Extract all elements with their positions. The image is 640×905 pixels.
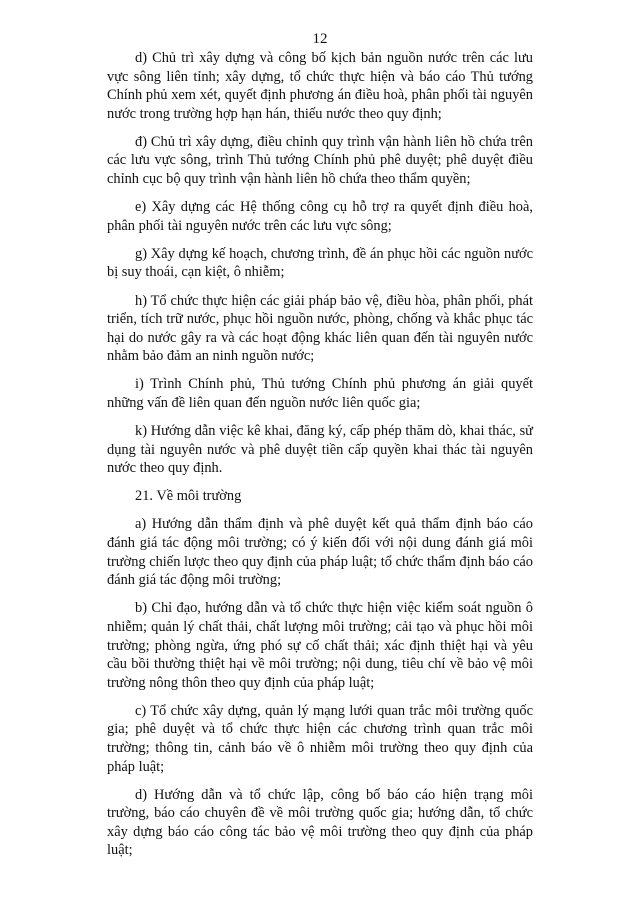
document-body: [107, 49, 533, 870]
paragraph-item-i-transboundary: i) Trình Chính phủ, Thủ tướng Chính phủ phương án giải quyết những vấn đề liên quan đến nguồn nước liên quốc gia;: [107, 376, 533, 411]
paragraph-item-g-restoration-plans: g) Xây dựng kế hoạch, chương trình, đề án phục hồi các nguồn nước bị suy thoái, cạn kiệt, ô nhiễm;: [107, 245, 533, 281]
page-number: 12: [312, 31, 328, 47]
section-heading-21-environment: 21. Về môi trường: [135, 488, 242, 505]
paragraph-item-e-decision-support: e) Xây dựng các Hệ thống công cụ hỗ trợ ra quyết định điều hoà, phân phối tài nguyên nước trên các lưu vực sông;: [107, 199, 533, 234]
paragraph-item-a-eia: a) Hướng dẫn thẩm định và phê duyệt kết quả thẩm định báo cáo đánh giá tác động môi trường; có ý kiến đối với nội dung đánh giá môi trường chiến lược theo quy định của pháp luật; tổ chức thẩm định báo cáo đánh giá tác động môi trường;: [107, 516, 533, 589]
paragraph-item-d-state-reports: d) Hướng dẫn và tổ chức lập, công bố báo cáo hiện trạng môi trường, báo cáo chuyên đề về môi trường quốc gia; hướng dẫn, tổ chức xây dựng báo cáo công tác bảo vệ môi trường theo quy định của pháp luật;: [107, 786, 533, 859]
paragraph-item-b-pollution-control: b) Chỉ đạo, hướng dẫn và tổ chức thực hiện việc kiểm soát nguồn ô nhiễm; quản lý chất thải, chất lượng môi trường; cải tạo và phục hồi môi trường; phòng ngừa, ứng phó sự cố chất thải; xác định thiệt hại và yêu cầu bồi thường thiệt hại về môi trường; nội dung, tiêu chí về bảo vệ môi trường nông thôn theo quy định của pháp luật;: [107, 600, 533, 691]
paragraph-item-d-water-scenario: d) Chủ trì xây dựng và công bố kịch bản nguồn nước trên các lưu vực sông liên tỉnh; xây dựng, tổ chức thực hiện và báo cáo Thủ tướng Chính phủ xem xét, quyết định phương án điều hoà, phân phối tài nguyên nước trong trường hợp hạn hán, thiếu nước theo quy định;: [107, 50, 533, 122]
paragraph-item-dd-reservoir-operation: đ) Chủ trì xây dựng, điều chỉnh quy trình vận hành liên hồ chứa trên các lưu vực sông, trình Thủ tướng Chính phủ phê duyệt; phê duyệt điều chỉnh cục bộ quy trình vận hành liên hồ chứa theo thẩm quyền;: [107, 133, 533, 188]
paragraph-item-h-water-security: h) Tổ chức thực hiện các giải pháp bảo vệ, điều hòa, phân phối, phát triển, tích trữ nước, phục hồi nguồn nước, phòng, chống và khắc phục tác hại do nước gây ra và các hoạt động khác liên quan đến tài nguyên nước nhằm bảo đảm an ninh nguồn nước;: [107, 292, 533, 365]
paragraph-item-k-licensing: k) Hướng dẫn việc kê khai, đăng ký, cấp phép thăm dò, khai thác, sử dụng tài nguyên nước và phê duyệt tiền cấp quyền khai thác tài nguyên nước theo quy định.: [107, 423, 533, 477]
paragraph-item-c-monitoring-network: c) Tổ chức xây dựng, quản lý mạng lưới quan trắc môi trường quốc gia; phê duyệt và tổ chức thực hiện các chương trình quan trắc môi trường; thông tin, cảnh báo về ô nhiễm môi trường theo quy định của pháp luật;: [107, 702, 533, 775]
